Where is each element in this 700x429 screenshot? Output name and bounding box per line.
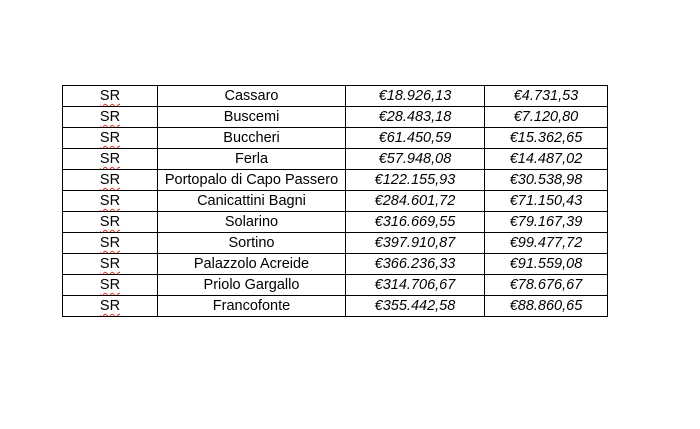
municipality-cell-text: Palazzolo Acreide: [193, 256, 310, 272]
province-cell-text: SR: [99, 88, 121, 104]
funding-table: [62, 85, 608, 317]
share-cell: [485, 275, 608, 296]
share-cell: [485, 233, 608, 254]
province-cell-text: SR: [99, 277, 121, 293]
amount-cell: [346, 191, 485, 212]
amount-cell-text: €284.601,72: [374, 193, 456, 209]
share-cell-text: €14.487,02: [509, 151, 583, 167]
province-cell: [63, 191, 158, 212]
share-cell-text: €91.559,08: [509, 256, 583, 272]
share-cell: [485, 254, 608, 275]
amount-cell-text: €18.926,13: [378, 88, 452, 104]
municipality-cell-text: Portopalo di Capo Passero: [164, 172, 339, 188]
table-row: [63, 86, 608, 107]
municipality-cell: [158, 296, 346, 317]
share-cell: [485, 128, 608, 149]
municipality-cell-text: Buccheri: [223, 130, 280, 146]
amount-cell: [346, 212, 485, 233]
municipality-cell: [158, 212, 346, 233]
amount-cell-text: €366.236,33: [374, 256, 456, 272]
table-row: [63, 149, 608, 170]
province-cell: [63, 254, 158, 275]
share-cell-text: €30.538,98: [509, 172, 583, 188]
province-cell: [63, 296, 158, 317]
table-row: [63, 191, 608, 212]
municipality-cell-text: Cassaro: [224, 88, 279, 104]
municipality-cell-text: Buscemi: [223, 109, 280, 125]
province-cell-text: SR: [99, 256, 121, 272]
province-cell: [63, 170, 158, 191]
municipality-cell-text: Priolo Gargallo: [203, 277, 300, 293]
share-cell-text: €71.150,43: [509, 193, 583, 209]
amount-cell-text: €57.948,08: [378, 151, 452, 167]
table-row: [63, 212, 608, 233]
share-cell: [485, 149, 608, 170]
amount-cell: [346, 86, 485, 107]
amount-cell: [346, 107, 485, 128]
share-cell: [485, 107, 608, 128]
province-cell-text: SR: [99, 151, 121, 167]
province-cell-text: SR: [99, 214, 121, 230]
amount-cell: [346, 128, 485, 149]
province-cell: [63, 149, 158, 170]
municipality-cell: [158, 107, 346, 128]
share-cell-text: €88.860,65: [509, 298, 583, 314]
share-cell-text: €99.477,72: [509, 235, 583, 251]
amount-cell-text: €355.442,58: [374, 298, 456, 314]
province-cell: [63, 233, 158, 254]
amount-cell-text: €314.706,67: [374, 277, 456, 293]
table-row: [63, 107, 608, 128]
amount-cell-text: €28.483,18: [378, 109, 452, 125]
share-cell: [485, 86, 608, 107]
share-cell-text: €15.362,65: [509, 130, 583, 146]
table-row: [63, 275, 608, 296]
share-cell: [485, 212, 608, 233]
municipality-cell: [158, 170, 346, 191]
share-cell-text: €78.676,67: [509, 277, 583, 293]
share-cell-text: €79.167,39: [509, 214, 583, 230]
municipality-cell: [158, 149, 346, 170]
province-cell-text: SR: [99, 109, 121, 125]
province-cell-text: SR: [99, 298, 121, 314]
municipality-cell: [158, 191, 346, 212]
municipality-cell-text: Ferla: [234, 151, 269, 167]
province-cell-text: SR: [99, 235, 121, 251]
table-row: [63, 128, 608, 149]
share-cell: [485, 170, 608, 191]
amount-cell: [346, 275, 485, 296]
municipality-cell: [158, 254, 346, 275]
amount-cell-text: €122.155,93: [374, 172, 456, 188]
province-cell: [63, 128, 158, 149]
municipality-cell: [158, 128, 346, 149]
municipality-cell-text: Francofonte: [212, 298, 291, 314]
province-cell: [63, 212, 158, 233]
amount-cell-text: €61.450,59: [378, 130, 452, 146]
amount-cell: [346, 233, 485, 254]
province-cell-text: SR: [99, 172, 121, 188]
municipality-cell: [158, 275, 346, 296]
province-cell: [63, 107, 158, 128]
province-cell: [63, 86, 158, 107]
province-cell-text: SR: [99, 193, 121, 209]
table-row: [63, 233, 608, 254]
table-row: [63, 296, 608, 317]
table-row: [63, 254, 608, 275]
table-body: [63, 86, 608, 317]
municipality-cell-text: Solarino: [224, 214, 279, 230]
province-cell: [63, 275, 158, 296]
amount-cell: [346, 149, 485, 170]
amount-cell-text: €316.669,55: [374, 214, 456, 230]
municipality-cell: [158, 233, 346, 254]
share-cell-text: €4.731,53: [513, 88, 579, 104]
province-cell-text: SR: [99, 130, 121, 146]
share-cell: [485, 191, 608, 212]
amount-cell: [346, 296, 485, 317]
municipality-cell-text: Canicattini Bagni: [197, 193, 306, 209]
share-cell-text: €7.120,80: [513, 109, 579, 125]
municipality-cell: [158, 86, 346, 107]
amount-cell: [346, 254, 485, 275]
municipality-cell-text: Sortino: [228, 235, 275, 251]
share-cell: [485, 296, 608, 317]
amount-cell-text: €397.910,87: [374, 235, 456, 251]
amount-cell: [346, 170, 485, 191]
table-row: [63, 170, 608, 191]
